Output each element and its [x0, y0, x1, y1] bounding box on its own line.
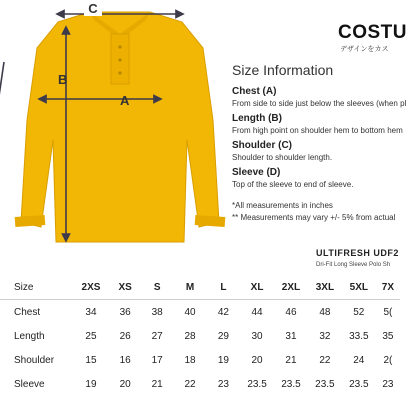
product-name: ULTIFRESH UDF2: [316, 248, 399, 258]
info-item-name: Sleeve (D): [232, 167, 281, 178]
table-cell: 48: [319, 306, 331, 318]
table-cell: 33.5: [349, 330, 369, 342]
size-col-header: M: [185, 281, 195, 293]
table-cell: 15: [85, 354, 97, 366]
size-col-header: 3XL: [315, 281, 335, 293]
shoulder-info: [232, 140, 412, 163]
shirt-shape: [15, 12, 226, 242]
info-item-desc: From high point on shoulder hem to bottom hem: [232, 126, 403, 135]
note-line: ** Measurements may vary +/- 5% from actual: [232, 213, 396, 222]
table-cell: 42: [217, 306, 229, 318]
row-label: Shoulder: [14, 354, 55, 366]
table-cell: 29: [217, 330, 229, 342]
size-col-header: 2XS: [81, 281, 101, 293]
size-col-header: S: [153, 281, 161, 293]
table-cell: 5(: [383, 306, 393, 318]
note-line: *All measurements in inches: [232, 201, 333, 210]
table-cell: 23: [382, 378, 394, 390]
size-chart-table: [0, 275, 400, 396]
size-info-title: Size Information: [232, 62, 334, 78]
table-cell: 34: [85, 306, 97, 318]
size-col-header: L: [220, 281, 227, 293]
label-b: B: [58, 72, 68, 87]
table-cell: 2(: [383, 354, 393, 366]
table-cell: 23.5: [247, 378, 267, 390]
table-row-length: [0, 324, 400, 348]
table-cell: 28: [184, 330, 196, 342]
size-header-label: Size: [14, 281, 34, 293]
info-item-desc: Top of the sleeve to end of sleeve.: [232, 180, 354, 189]
table-cell: 46: [285, 306, 297, 318]
table-cell: 32: [319, 330, 331, 342]
table-cell: 22: [319, 354, 331, 366]
shirt-illustration: [0, 0, 222, 262]
brand-logo-text: COSTU: [338, 22, 407, 43]
table-cell: 21: [151, 378, 163, 390]
size-header-row: [0, 275, 400, 300]
size-col-header: XS: [118, 281, 132, 293]
sleeve-info: [232, 167, 412, 190]
row-label: Length: [14, 330, 45, 342]
table-cell: 38: [151, 306, 163, 318]
size-col-header: 5XL: [349, 281, 368, 293]
table-cell: 36: [119, 306, 131, 318]
size-col-header: XL: [250, 281, 264, 293]
table-cell: 16: [119, 354, 131, 366]
label-c: C: [88, 1, 98, 16]
table-cell: 20: [251, 354, 263, 366]
label-a: A: [120, 93, 130, 108]
table-cell: 18: [184, 354, 196, 366]
table-cell: 27: [151, 330, 163, 342]
table-cell: 26: [119, 330, 131, 342]
info-item-name: Length (B): [232, 113, 282, 124]
table-row-sleeve: [0, 372, 400, 396]
info-item-desc: From side to side just below the sleeves (when pl: [232, 99, 407, 108]
chest-info: [232, 86, 412, 109]
info-item-name: Shoulder (C): [232, 140, 292, 151]
row-label: Chest: [14, 306, 41, 318]
table-cell: 19: [85, 378, 97, 390]
table-cell: 44: [251, 306, 263, 318]
table-cell: 23.5: [315, 378, 335, 390]
measurement-notes: [232, 200, 412, 224]
table-cell: 24: [353, 354, 365, 366]
table-row-shoulder: [0, 348, 400, 372]
product-subtitle: Dri-Fit Long Sleeve Polo Sh: [316, 262, 391, 268]
table-cell: 40: [184, 306, 196, 318]
length-info: [232, 113, 412, 136]
table-cell: 17: [151, 354, 163, 366]
table-cell: 25: [85, 330, 97, 342]
table-cell: 21: [285, 354, 297, 366]
table-cell: 52: [353, 306, 365, 318]
table-cell: 20: [119, 378, 131, 390]
brand-tagline: デザインをカス: [340, 46, 389, 53]
table-row-chest: [0, 300, 400, 325]
size-information: [232, 62, 412, 224]
info-item-name: Chest (A): [232, 86, 277, 97]
table-cell: 35: [382, 330, 394, 342]
table-cell: 23.5: [349, 378, 369, 390]
table-cell: 31: [285, 330, 297, 342]
table-cell: 22: [184, 378, 196, 390]
row-label: Sleeve: [14, 378, 45, 390]
table-cell: 19: [217, 354, 229, 366]
info-item-desc: Shoulder to shoulder length.: [232, 153, 333, 162]
table-cell: 30: [251, 330, 263, 342]
table-cell: 23.5: [281, 378, 301, 390]
size-col-header: 2XL: [281, 281, 301, 293]
table-cell: 23: [217, 378, 229, 390]
size-col-header: 7X: [381, 281, 394, 293]
sleeve-arrow: [0, 62, 4, 130]
